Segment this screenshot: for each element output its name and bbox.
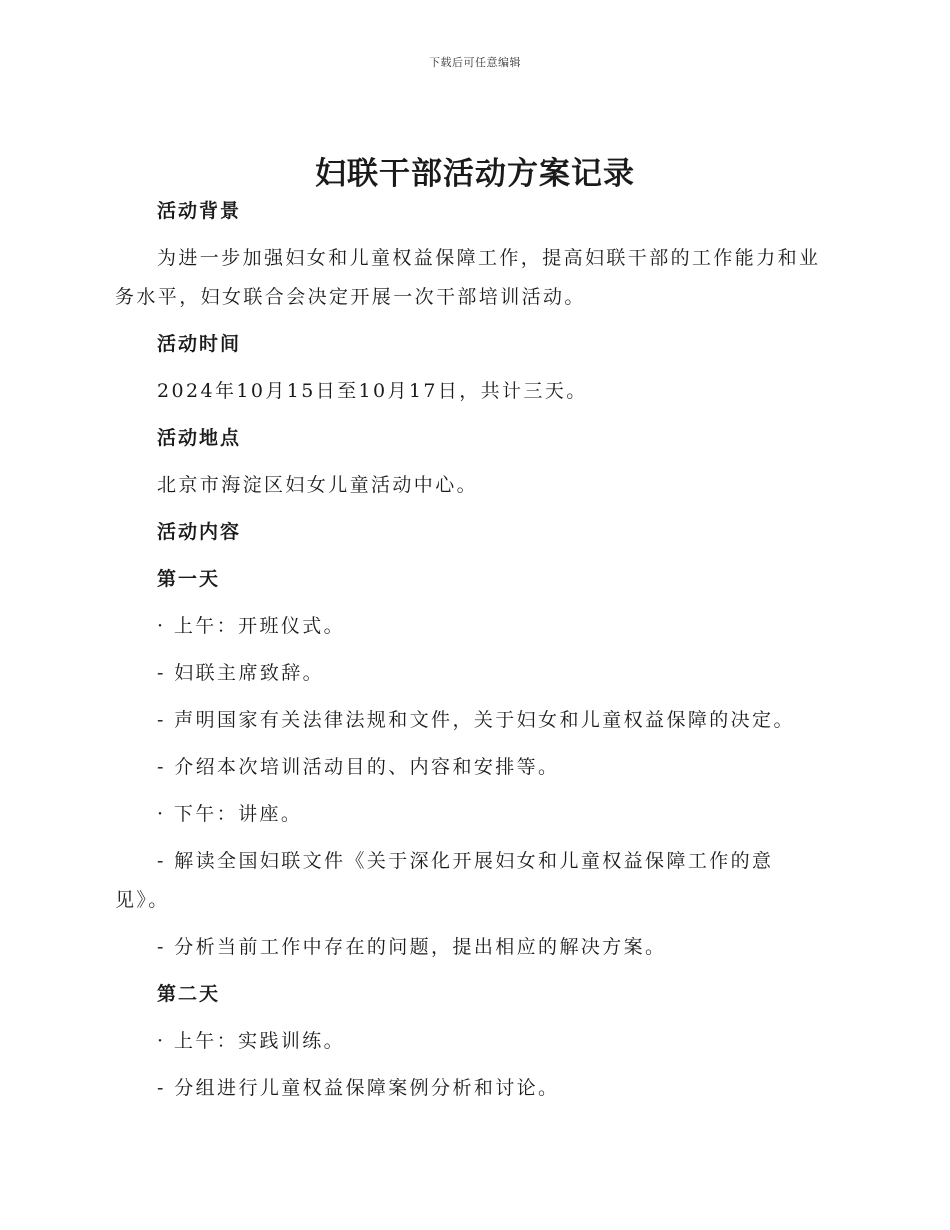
day-1-item-2: - 声明国家有关法律法规和文件，关于妇女和儿童权益保障的决定。 — [157, 709, 795, 731]
background-paragraph-line-2: 务水平，妇女联合会决定开展一次干部培训活动。 — [115, 286, 586, 308]
day-2-item-1: - 分组进行儿童权益保障案例分析和讨论。 — [157, 1077, 560, 1099]
day-2-morning: · 上午：实践训练。 — [157, 1030, 346, 1052]
section-heading-time: 活动时间 — [157, 333, 242, 355]
day-1-item-4-line-1: - 解读全国妇联文件《关于深化开展妇女和儿童权益保障工作的意 — [157, 850, 774, 872]
time-paragraph: 2024年10月15日至10月17日，共计三天。 — [157, 380, 588, 402]
location-paragraph: 北京市海淀区妇女儿童活动中心。 — [157, 474, 479, 496]
background-paragraph-line-1: 为进一步加强妇女和儿童权益保障工作，提高妇联干部的工作能力和业 — [157, 247, 821, 269]
document-body — [115, 195, 835, 1104]
day-1-item-5: - 分析当前工作中存在的问题，提出相应的解决方案。 — [157, 936, 667, 958]
day-1-heading: 第一天 — [157, 568, 221, 590]
day-1-item-4-line-2: 见》。 — [115, 889, 170, 911]
day-1-morning: · 上午：开班仪式。 — [157, 615, 346, 637]
section-heading-location: 活动地点 — [157, 427, 242, 449]
page-header-note: 下载后可任意编辑 — [429, 56, 521, 69]
document-title: 妇联干部活动方案记录 — [315, 156, 635, 192]
day-2-heading: 第二天 — [157, 983, 221, 1005]
section-heading-background: 活动背景 — [157, 200, 242, 222]
day-1-afternoon: · 下午：讲座。 — [157, 803, 303, 825]
day-1-item-1: - 妇联主席致辞。 — [157, 662, 325, 684]
day-1-item-3: - 介绍本次培训活动目的、内容和安排等。 — [157, 756, 560, 778]
section-heading-content: 活动内容 — [157, 521, 242, 543]
